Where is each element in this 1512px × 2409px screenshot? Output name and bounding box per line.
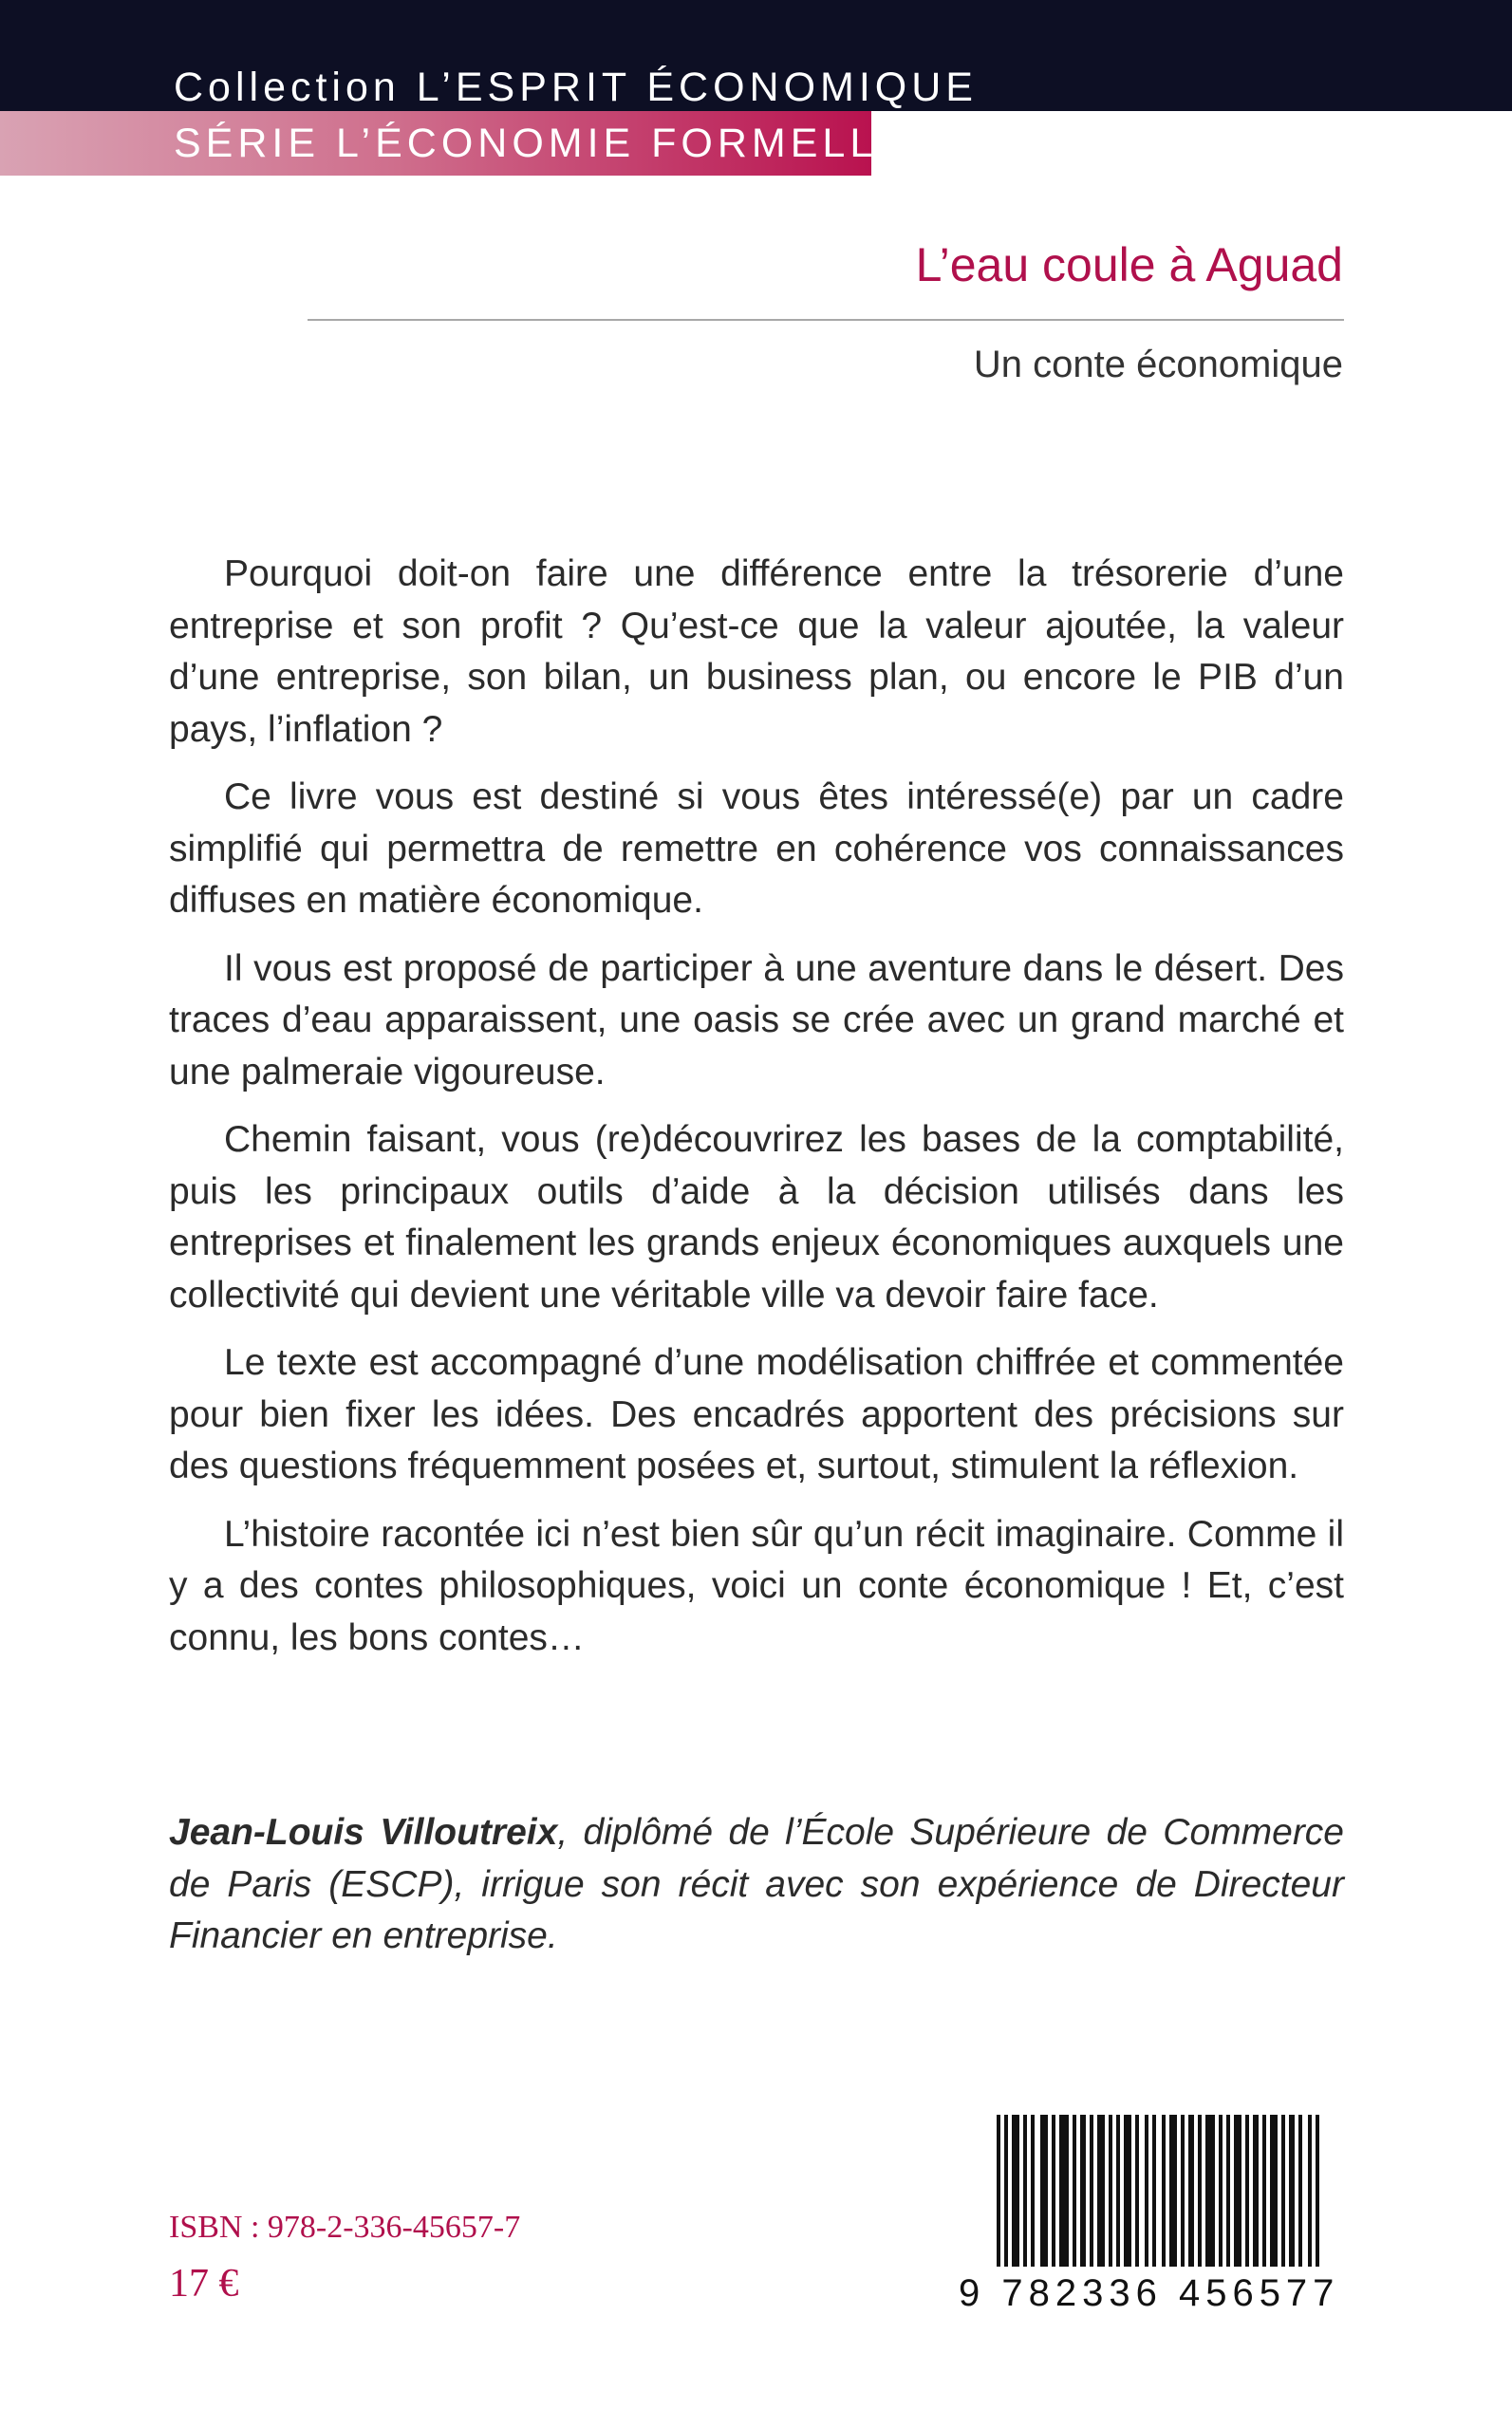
blurb-paragraph: Chemin faisant, vous (re)découvrirez les bases de la comptabilité, puis les principaux outils d’aide à la décision utilisés dans les entreprises et finalement les grands enjeux économiques auxquels une collectivité qui devient une véritable ville va devoir faire face.: [169, 1119, 1344, 1316]
blurb-paragraph: Pourquoi doit-on faire une différence entre la trésorerie d’une entreprise et son profit ? Qu’est-ce que la valeur ajoutée, la valeur d’une entreprise, son bilan, un business plan, ou encore le PIB d’un pays, l’inflation ?: [169, 553, 1344, 750]
book-title: L’eau coule à Aguad: [915, 238, 1343, 291]
author-description: , diplômé de l’École Supérieure de Commerce de Paris (ESCP), irrigue son récit avec son expérience de Directeur Financier en entreprise.: [169, 1812, 1344, 1956]
author-name: Jean-Louis Villoutreix: [169, 1812, 558, 1853]
blurb-paragraph: L’histoire racontée ici n’est bien sûr qu’un récit imaginaire. Comme il y a des contes philosophiques, voici un conte économique ! Et, c’est connu, les bons contes…: [169, 1513, 1344, 1658]
blurb-paragraph: Le texte est accompagné d’une modélisation chiffrée et commentée pour bien fixer les idées. Des encadrés apportent des précisions sur des questions fréquemment posées et, surtout, stimulent la réflexion.: [169, 1342, 1344, 1486]
barcode-number: 9 782336 456577: [959, 2267, 1336, 2320]
price: 17 €: [169, 2262, 239, 2306]
title-divider: [308, 319, 1344, 321]
blurb-paragraph: Il vous est proposé de participer à une aventure dans le désert. Des traces d’eau apparaissent, une oasis se crée avec un grand marché et une palmeraie vigoureuse.: [169, 947, 1344, 1092]
collection-name: Collection L’ESPRIT ÉCONOMIQUE: [174, 65, 978, 110]
blurb: [169, 549, 1344, 1680]
blurb-paragraph: Ce livre vous est destiné si vous êtes intéressé(e) par un cadre simplifié qui permettra de remettre en cohérence vos connaissances diffuses en matière économique.: [169, 776, 1344, 921]
isbn: ISBN : 978-2-336-45657-7: [169, 2210, 521, 2245]
book-subtitle: Un conte économique: [973, 344, 1343, 385]
series-name: SÉRIE L’ÉCONOMIE FORMELLE: [174, 121, 909, 166]
author-bio: [169, 1807, 1344, 1963]
